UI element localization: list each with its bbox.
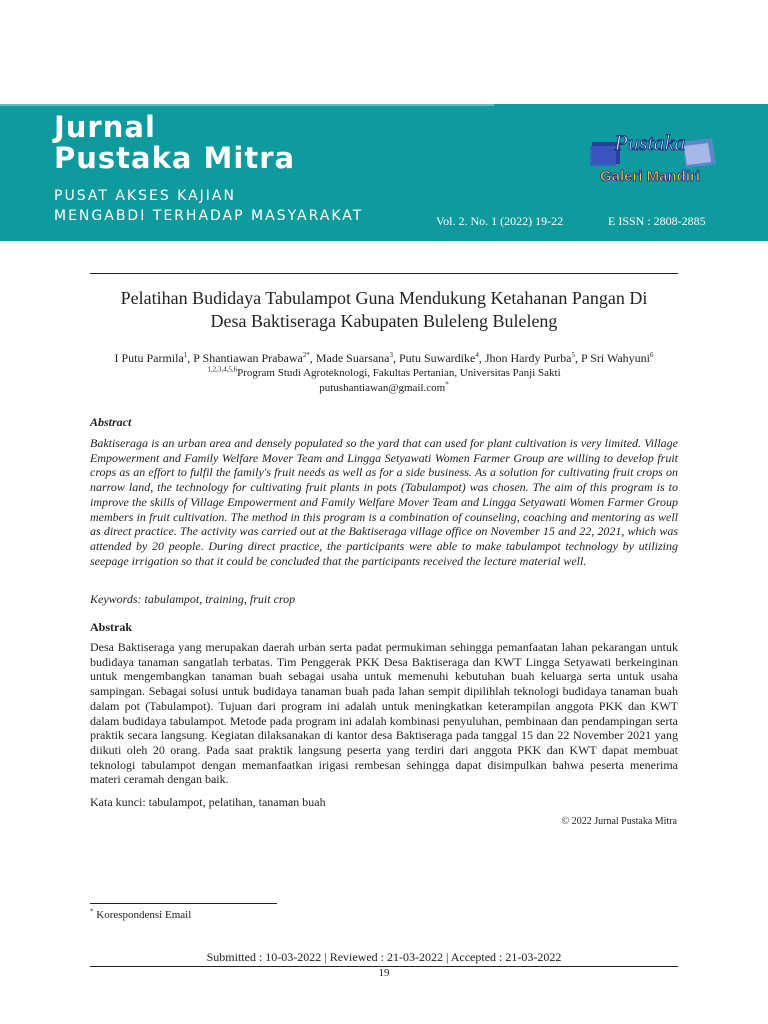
copyright-notice: © 2022 Jurnal Pustaka Mitra xyxy=(561,816,677,827)
paper-title-line1: Pelatihan Budidaya Tabulampot Guna Mendukung Ketahanan Pangan Di xyxy=(120,288,648,308)
author-affiliation-mark: 2* xyxy=(302,351,310,359)
svg-text:Pustaka: Pustaka xyxy=(614,130,686,155)
paper-title xyxy=(90,287,678,333)
affiliation-marks: 1,2,3,4,5,6 xyxy=(207,365,238,374)
author-name: Jhon Hardy Purba xyxy=(484,351,572,365)
author-name: P Sri Wahyuni xyxy=(580,351,651,365)
author-name: I Putu Parmila xyxy=(114,351,184,365)
svg-text:Galeri Mandiri: Galeri Mandiri xyxy=(599,168,701,185)
abstract-text: Baktiseraga is an urban area and densely populated so the yard that can used for plant cultivation is very limited. Village Empowerment and Family Welfare Mover Team and Lingga Setyawati Women Farmer Group are willing to develop fruit crops as an effort to fulfil the family's fruit needs as well as for a side business. As a solution for cultivating fruit crops on narrow land, the technology for cultivating fruit plants in pots (Tabulampot) was chosen. The aim of this program is to improve the skills of Village Empowerment and Family Welfare Mover Team and Lingga Setyawati Women Farmer Group members in fruit cultivation. The method in this program is a combination of counseling, coaching and mentoring as well as direct practice. The activity was carried out at the Baktiseraga village office on November 15 and 22, 2021, which was attended by 20 people. During direct practice, the participants were able to make tabulampot technology by utilizing seepage irrigation so that it could be concluded that the participants received the lecture material well. xyxy=(90,436,678,568)
book-logo-icon xyxy=(580,128,722,190)
title-top-rule xyxy=(90,273,678,274)
banner-accent-line xyxy=(0,104,494,106)
affiliation xyxy=(90,366,678,381)
journal-subtitle xyxy=(54,186,363,226)
journal-volume: Vol. 2. No. 1 (2022) 19-22 xyxy=(436,214,564,228)
email-mark: * xyxy=(445,380,449,389)
author-name: Made Suarsana xyxy=(315,351,390,365)
submission-dates: Submitted : 10-03-2022 | Reviewed : 21-03-2022 | Accepted : 21-03-2022 xyxy=(206,950,562,964)
affiliation-text: Program Studi Agroteknologi, Fakultas Pertanian, Universitas Panji Sakti xyxy=(237,367,561,379)
author-affiliation-mark: 6 xyxy=(650,351,654,359)
author-name: P Shantiawan Prabawa xyxy=(193,351,303,365)
footnote-mark: * xyxy=(90,907,94,916)
footnote-text: Korespondensi Email xyxy=(93,909,192,921)
author-affiliation-mark: 1 xyxy=(183,351,188,359)
journal-subtitle-line2: MENGABDI TERHADAP MASYARAKAT xyxy=(54,208,364,224)
journal-issn: E ISSN : 2808-2885 xyxy=(608,214,706,228)
author-affiliation-mark: 3 xyxy=(389,351,393,359)
abstrak-keywords: Kata kunci: tabulampot, pelatihan, tanaman buah xyxy=(90,795,326,809)
journal-title-line2: Pustaka Mitra xyxy=(54,141,296,175)
abstrak-heading: Abstrak xyxy=(90,620,133,634)
footnote xyxy=(90,909,191,921)
author-list: I Putu Parmila$^1$, P Shantiawan Prabawa$^{2*}$, Made Suarsana$^3$, Putu Suwardike$^4$, Jhon Hardy Purba$^5$, P Sri Wahyuni$^6$ xyxy=(114,351,654,365)
page-number: 19 xyxy=(378,967,390,979)
author-affiliation-mark: 5 xyxy=(571,351,575,359)
abstract-keywords: Keywords: tabulampot, training, fruit crop xyxy=(90,592,296,606)
author-affiliation-mark: 4 xyxy=(475,351,479,359)
footnote-rule xyxy=(90,903,277,904)
journal-subtitle-line1: PUSAT AKSES KAJIAN xyxy=(54,188,236,204)
abstrak-text: Desa Baktiseraga yang merupakan daerah urban serta padat permukiman sehingga pemanfaatan lahan pekarangan untuk budidaya tanaman sangatlah terbatas. Tim Penggerak PKK Desa Baktiseraga dan KWT Lingga Setyawati berkeinginan untuk mengembangkan tanaman buah sebagai usaha untuk memenuhi kebutuhan buah keluarga serta untuk usaha sampingan. Sebagai solusi untuk budidaya tanaman buah pada lahan sempit dipilihlah teknologi budidaya tanaman buah dalam pot (Tabulampot). Tujuan dari program ini adalah untuk meningkatkan keterampilan anggota PKK dan KWT dalam budidaya tabulampot. Metode pada program ini adalah kombinasi penyuluhan, pembinaan dan pendampingan serta praktik secara langsung. Kegiatan dilaksanakan di kantor desa Baktiseraga pada tanggal 15 dan 22 November 2021 yang diikuti oleh 20 orang. Pada saat praktik langsung peserta yang terdiri dari anggota PKK dan KWT dapat membuat teknologi tabulampot dengan memanfaatkan irigasi rembesan sehingga dapat disimpulkan bahwa peserta menerima materi ceramah dengan baik. xyxy=(90,640,678,787)
abstract-heading: Abstract xyxy=(90,415,132,429)
paper-title-line2: Desa Baktiseraga Kabupaten Buleleng Buleleng xyxy=(210,311,558,331)
email-text: putushantiawan@gmail.com xyxy=(319,382,446,394)
journal-title xyxy=(54,112,295,174)
journal-title-line1: Jurnal xyxy=(54,110,156,144)
author-name: Putu Suwardike xyxy=(398,351,476,365)
publisher-logo xyxy=(580,128,722,190)
corresponding-email xyxy=(90,381,678,396)
